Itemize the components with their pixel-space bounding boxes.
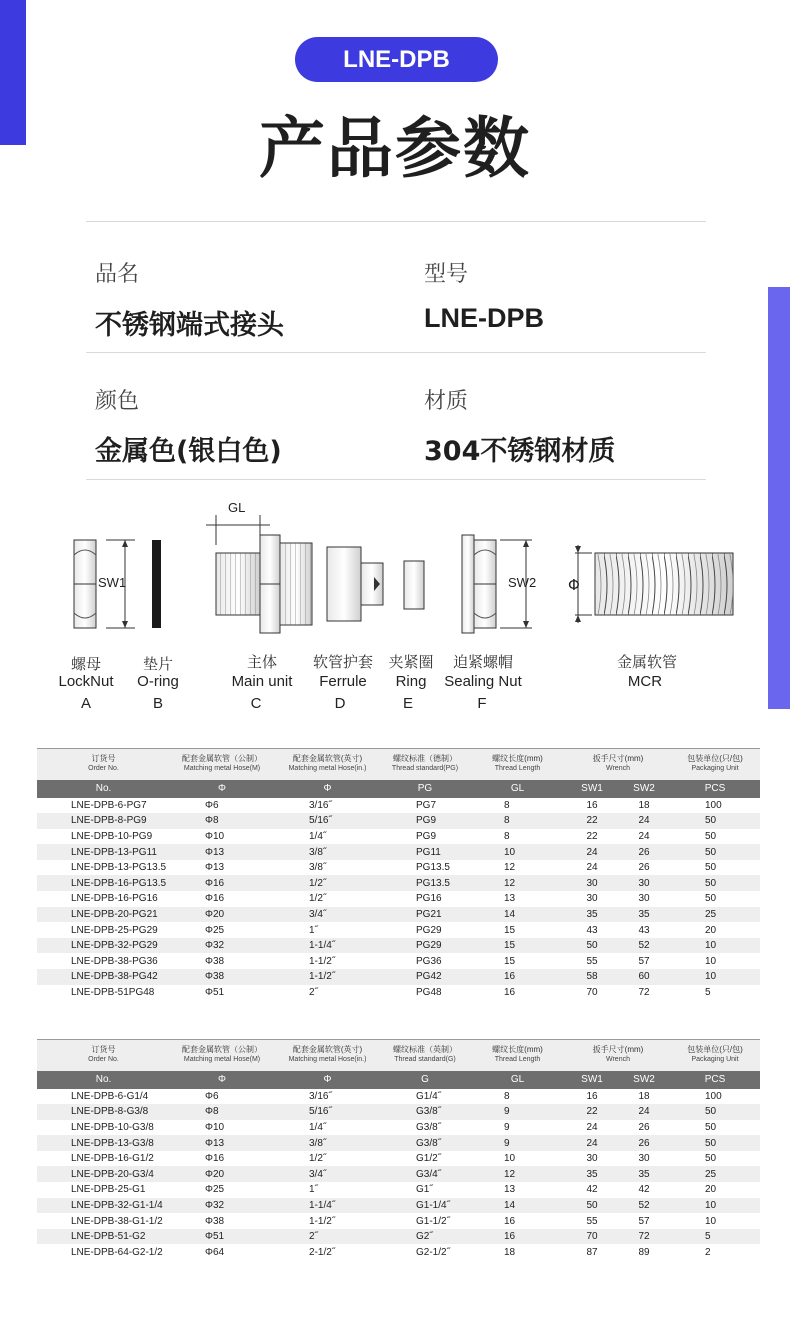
hose-metric-cell: Φ13	[170, 1135, 274, 1151]
sw1-cell: 16	[586, 1090, 598, 1102]
part-e-letter: E	[402, 695, 414, 712]
thread-cell: PG48	[416, 986, 442, 998]
thread-cell: PG36	[416, 955, 442, 967]
sw1-cell: 22	[586, 830, 598, 842]
thread-length-cell: 12	[469, 1166, 566, 1182]
table-row	[37, 953, 760, 969]
pcs-cell: 20	[705, 1184, 717, 1196]
hose-metric-cell: Φ38	[205, 1215, 225, 1227]
pcs-cell: 50	[705, 1121, 717, 1133]
hose-metric-cell: Φ38	[170, 969, 274, 985]
order-no-cell: LNE-DPB-8-G3/8	[37, 1104, 170, 1120]
header-wrench: 扳手尺寸(mm) Wrench	[566, 1040, 670, 1071]
hose-inch-cell: 5/16˝	[274, 813, 381, 829]
table-row	[37, 1089, 760, 1105]
hose-inch-cell: 2˝	[274, 1229, 381, 1245]
main-unit-drawing	[206, 515, 312, 633]
sw1-cell: 35	[566, 907, 618, 923]
pcs-cell: 100	[705, 1090, 722, 1102]
header-hose-metric: 配套金属软管（公制） Matching metal Hose(M)	[170, 749, 274, 780]
header-wrench: 扳手尺寸(mm) Wrench	[566, 749, 670, 780]
sw1-cell: 58	[566, 969, 618, 985]
thread-cell: PG16	[416, 893, 442, 905]
table-row	[37, 1244, 760, 1260]
thread-length-cell: 12	[504, 862, 516, 874]
order-no-cell: LNE-DPB-20-G3/4	[37, 1166, 170, 1182]
thread-cell: PG9	[416, 830, 437, 842]
hose-inch-cell: 5/16˝	[274, 1104, 381, 1120]
hose-metric-cell: Φ10	[205, 830, 225, 842]
part-mcr-cn: 金属软管	[616, 653, 678, 671]
order-no-cell: LNE-DPB-13-G3/8	[37, 1135, 170, 1151]
hose-inch-cell: 1/2˝	[309, 893, 327, 905]
order-no-cell: LNE-DPB-64-G2-1/2	[71, 1246, 163, 1258]
sw2-cell: 52	[618, 938, 670, 954]
thread-length-cell: 16	[504, 1215, 516, 1227]
sw1-dimension: SW1	[98, 575, 127, 590]
order-no-cell: LNE-DPB-32-G1-1/4	[37, 1198, 170, 1214]
order-no-cell: LNE-DPB-13-PG13.5	[71, 862, 167, 874]
thread-cell: G1/2˝	[416, 1153, 442, 1165]
thread-cell: G1˝	[416, 1184, 433, 1196]
subheader-pcs: PCS	[670, 780, 760, 798]
divider	[86, 221, 706, 222]
pcs-cell: 10	[705, 955, 717, 967]
pcs-cell: 10	[670, 969, 760, 985]
sw1-cell: 70	[566, 1229, 618, 1245]
subheader-sw1: SW1	[566, 1071, 618, 1089]
part-e-en: Ring	[395, 673, 427, 690]
header-packaging: 包装单位(只/包) Packaging Unit	[670, 1040, 760, 1071]
sw2-cell: 26	[618, 844, 670, 860]
table-row	[37, 985, 760, 1001]
part-c-cn: 主体	[246, 653, 278, 671]
table-row	[37, 1151, 760, 1167]
part-mcr-en: MCR	[627, 673, 663, 690]
sw1-cell: 30	[566, 875, 618, 891]
hose-inch-cell: 3/8˝	[274, 844, 381, 860]
pcs-cell: 20	[705, 924, 717, 936]
hose-metric-cell: Φ20	[170, 907, 274, 923]
sw2-dimension: SW2	[508, 575, 537, 590]
material-value: 304不锈钢材质	[424, 436, 616, 467]
hose-inch-cell: 2˝	[309, 986, 318, 998]
subheader-phi-inch: Φ	[274, 1071, 381, 1089]
hose-inch-cell: 1-1/2˝	[274, 969, 381, 985]
order-no-cell: LNE-DPB-16-PG16	[71, 893, 158, 905]
hose-inch-cell: 1-1/2˝	[309, 955, 336, 967]
sw2-cell: 26	[638, 1121, 650, 1133]
sw1-cell: 24	[566, 1135, 618, 1151]
hose-inch-cell: 3/4˝	[274, 1166, 381, 1182]
header-thread-standard: 螺纹标准（德制） Thread standard(PG)	[381, 749, 469, 780]
order-no-cell: LNE-DPB-51PG48	[71, 986, 155, 998]
sw1-cell: 16	[586, 799, 598, 811]
header-order-no: 订货号 Order No.	[37, 1040, 170, 1071]
pcs-cell: 50	[670, 844, 760, 860]
part-d-en: Ferrule	[319, 673, 367, 690]
hose-inch-cell: 3/16˝	[309, 799, 332, 811]
pcs-cell: 10	[670, 1198, 760, 1214]
subheader-sw1: SW1	[566, 780, 618, 798]
thread-cell: PG13.5	[381, 875, 469, 891]
hose-metric-cell: Φ16	[205, 1153, 225, 1165]
model-label: 型号	[424, 262, 469, 287]
hose-metric-cell: Φ64	[205, 1246, 225, 1258]
hose-metric-cell: Φ51	[205, 986, 225, 998]
table-row	[37, 829, 760, 845]
header-hose-inch: 配套金属软管(英寸) Matching metal Hose(in.)	[274, 749, 381, 780]
part-e-cn: 夹紧圈	[388, 653, 434, 671]
pcs-cell: 50	[670, 813, 760, 829]
sw1-cell: 24	[586, 1121, 598, 1133]
pcs-cell: 25	[670, 907, 760, 923]
table-row	[37, 844, 760, 860]
sw2-cell: 24	[618, 1104, 670, 1120]
pcs-cell: 50	[670, 1104, 760, 1120]
hose-metric-cell: Φ8	[170, 1104, 274, 1120]
thread-length-cell: 9	[504, 1121, 510, 1133]
hose-metric-cell: Φ25	[205, 924, 225, 936]
thread-cell: G2-1/2˝	[416, 1246, 450, 1258]
thread-cell: G1-1/2˝	[416, 1215, 450, 1227]
sw2-cell: 26	[638, 862, 650, 874]
thread-length-cell: 15	[504, 955, 516, 967]
thread-cell: PG21	[381, 907, 469, 923]
ferrule-drawing	[327, 547, 383, 621]
thread-length-cell: 14	[469, 907, 566, 923]
hose-metric-cell: Φ32	[170, 1198, 274, 1214]
metal-hose-drawing	[575, 545, 733, 623]
sw2-cell: 24	[638, 830, 650, 842]
pcs-cell: 50	[670, 875, 760, 891]
sw2-cell: 57	[638, 955, 650, 967]
table-row	[37, 1213, 760, 1229]
pg-spec-table	[37, 748, 760, 1000]
order-no-cell: LNE-DPB-38-PG36	[71, 955, 158, 967]
subheader-gl: GL	[469, 780, 566, 798]
header-hose-metric: 配套金属软管（公制） Matching metal Hose(M)	[170, 1040, 274, 1071]
thread-cell: G3/8˝	[416, 1121, 442, 1133]
sw1-cell: 22	[566, 813, 618, 829]
table-row	[37, 1229, 760, 1245]
hose-metric-cell: Φ20	[170, 1166, 274, 1182]
thread-cell: G2˝	[381, 1229, 469, 1245]
hose-metric-cell: Φ51	[170, 1229, 274, 1245]
order-no-cell: LNE-DPB-6-PG7	[71, 799, 147, 811]
table-row	[37, 1182, 760, 1198]
thread-length-cell: 12	[469, 875, 566, 891]
hose-inch-cell: 1-1/2˝	[309, 1215, 336, 1227]
part-a-en: LockNut	[58, 673, 114, 690]
sw2-cell: 24	[618, 813, 670, 829]
part-b-en: O-ring	[137, 673, 179, 690]
sw1-cell: 30	[586, 1153, 598, 1165]
thread-cell: G3/8˝	[381, 1104, 469, 1120]
thread-length-cell: 14	[469, 1198, 566, 1214]
pcs-cell: 50	[705, 830, 717, 842]
order-no-cell: LNE-DPB-20-PG21	[37, 907, 170, 923]
pcs-cell: 10	[705, 1215, 717, 1227]
pcs-cell: 25	[670, 1166, 760, 1182]
gl-dimension: GL	[228, 500, 246, 515]
hose-metric-cell: Φ38	[205, 955, 225, 967]
sw1-cell: 24	[566, 844, 618, 860]
divider	[86, 479, 706, 480]
sw1-cell: 35	[566, 1166, 618, 1182]
table-subheader-row	[37, 1071, 760, 1089]
table-row	[37, 938, 760, 954]
thread-cell: PG29	[381, 938, 469, 954]
table-row	[37, 875, 760, 891]
thread-length-cell: 9	[469, 1104, 566, 1120]
part-b-cn: 垫片	[142, 655, 174, 673]
hose-metric-cell: Φ8	[170, 813, 274, 829]
sw2-cell: 89	[638, 1246, 650, 1258]
thread-length-cell: 10	[469, 844, 566, 860]
table-row	[37, 969, 760, 985]
hose-inch-cell: 1-1/4˝	[274, 1198, 381, 1214]
table-row	[37, 813, 760, 829]
order-no-cell: LNE-DPB-38-PG42	[37, 969, 170, 985]
subheader-gl: GL	[469, 1071, 566, 1089]
subheader-sw2: SW2	[618, 1071, 670, 1089]
thread-length-cell: 15	[504, 924, 516, 936]
order-no-cell: LNE-DPB-8-PG9	[37, 813, 170, 829]
subheader-phi-inch: Φ	[274, 780, 381, 798]
sw1-cell: 42	[586, 1184, 598, 1196]
table-row	[37, 907, 760, 923]
hose-metric-cell: Φ16	[170, 875, 274, 891]
hose-inch-cell: 1-1/4˝	[274, 938, 381, 954]
sw1-cell: 87	[586, 1246, 598, 1258]
table-row	[37, 891, 760, 907]
color-value: 金属色(银白色)	[95, 436, 282, 467]
table-row	[37, 798, 760, 814]
table-subheader-row	[37, 780, 760, 798]
hose-inch-cell: 3/16˝	[309, 1090, 332, 1102]
subheader-thread: G	[381, 1071, 469, 1089]
subheader-no: No.	[37, 1071, 170, 1089]
part-f-en: Sealing Nut	[444, 673, 522, 690]
subheader-no: No.	[37, 780, 170, 798]
thread-cell: PG9	[381, 813, 469, 829]
thread-length-cell: 16	[469, 969, 566, 985]
sw2-cell: 72	[618, 1229, 670, 1245]
hose-metric-cell: Φ6	[205, 799, 219, 811]
hose-metric-cell: Φ25	[205, 1184, 225, 1196]
sw2-cell: 35	[618, 1166, 670, 1182]
parts-drawing	[40, 495, 760, 725]
part-a-cn: 螺母	[70, 655, 102, 673]
hose-inch-cell: 1˝	[309, 924, 318, 936]
thread-cell: G3/8˝	[381, 1135, 469, 1151]
hose-inch-cell: 1˝	[309, 1184, 318, 1196]
pcs-cell: 5	[670, 1229, 760, 1245]
product-name-value: 不锈钢端式接头	[95, 310, 284, 341]
thread-length-cell: 9	[469, 1135, 566, 1151]
phi-dimension: Φ	[568, 576, 580, 594]
thread-length-cell: 8	[469, 813, 566, 829]
page-title: 产品参数	[259, 110, 531, 187]
part-b-letter: B	[152, 695, 164, 712]
header-thread-length: 螺纹长度(mm) Thread Length	[469, 1040, 566, 1071]
subheader-phi-metric: Φ	[170, 1071, 274, 1089]
thread-cell: PG13.5	[416, 862, 450, 874]
sw2-cell: 30	[638, 893, 650, 905]
table-body	[37, 798, 760, 1001]
thread-length-cell: 16	[469, 1229, 566, 1245]
sw1-cell: 70	[586, 986, 598, 998]
table-body	[37, 1089, 760, 1261]
order-no-cell: LNE-DPB-32-PG29	[37, 938, 170, 954]
header-hose-inch: 配套金属软管(英寸) Matching metal Hose(in.)	[274, 1040, 381, 1071]
subheader-pcs: PCS	[670, 1071, 760, 1089]
divider	[86, 352, 706, 353]
hose-inch-cell: 3/8˝	[309, 862, 327, 874]
sw2-cell: 18	[638, 1090, 650, 1102]
model-badge: LNE-DPB	[295, 37, 498, 82]
table-row	[37, 922, 760, 938]
part-c-letter: C	[250, 695, 262, 712]
order-no-cell: LNE-DPB-10-PG9	[71, 830, 153, 842]
color-label: 颜色	[95, 389, 140, 414]
part-f-cn: 迫紧螺帽	[452, 653, 514, 671]
thread-cell: PG42	[381, 969, 469, 985]
thread-cell: PG29	[416, 924, 442, 936]
table-row	[37, 1104, 760, 1120]
order-no-cell: LNE-DPB-13-PG11	[37, 844, 170, 860]
table-row	[37, 1166, 760, 1182]
sw1-cell: 22	[566, 1104, 618, 1120]
order-no-cell: LNE-DPB-16-G1/2	[71, 1153, 154, 1165]
thread-cell: PG7	[416, 799, 437, 811]
sw1-cell: 50	[566, 938, 618, 954]
hose-inch-cell: 1/4˝	[309, 1121, 327, 1133]
hose-inch-cell: 1/2˝	[274, 875, 381, 891]
hose-inch-cell: 1/4˝	[309, 830, 327, 842]
header-packaging: 包装单位(只/包) Packaging Unit	[670, 749, 760, 780]
pcs-cell: 100	[705, 799, 722, 811]
table-row	[37, 860, 760, 876]
hose-metric-cell: Φ32	[170, 938, 274, 954]
product-name-label: 品名	[95, 262, 140, 287]
material-label: 材质	[424, 389, 469, 414]
pcs-cell: 10	[670, 938, 760, 954]
order-no-cell: LNE-DPB-38-G1-1/2	[71, 1215, 163, 1227]
pcs-cell: 50	[705, 862, 717, 874]
thread-length-cell: 8	[504, 830, 510, 842]
sw2-cell: 30	[618, 875, 670, 891]
thread-length-cell: 16	[504, 986, 516, 998]
sw1-cell: 55	[586, 1215, 598, 1227]
part-a-letter: A	[80, 695, 92, 712]
thread-cell: PG11	[381, 844, 469, 860]
hose-inch-cell: 1/2˝	[309, 1153, 327, 1165]
hose-metric-cell: Φ16	[205, 893, 225, 905]
subheader-thread: PG	[381, 780, 469, 798]
parts-diagram	[40, 495, 760, 725]
hose-inch-cell: 2-1/2˝	[309, 1246, 336, 1258]
sw2-cell: 43	[638, 924, 650, 936]
sw2-cell: 72	[638, 986, 650, 998]
thread-length-cell: 13	[504, 1184, 516, 1196]
thread-length-cell: 15	[469, 938, 566, 954]
table-header-row	[37, 749, 760, 780]
o-ring-drawing	[152, 540, 161, 628]
thread-length-cell: 13	[504, 893, 516, 905]
order-no-cell: LNE-DPB-51-G2	[37, 1229, 170, 1245]
model-value: LNE-DPB	[424, 303, 544, 333]
table-row	[37, 1198, 760, 1214]
order-no-cell: LNE-DPB-6-G1/4	[71, 1090, 149, 1102]
hose-metric-cell: Φ6	[205, 1090, 219, 1102]
sw1-cell: 30	[586, 893, 598, 905]
sw2-cell: 18	[638, 799, 650, 811]
sw2-cell: 60	[618, 969, 670, 985]
table-row	[37, 1135, 760, 1151]
subheader-phi-metric: Φ	[170, 780, 274, 798]
hose-metric-cell: Φ13	[205, 862, 225, 874]
pcs-cell: 50	[705, 893, 717, 905]
thread-length-cell: 8	[504, 1090, 510, 1102]
part-d-letter: D	[334, 695, 346, 712]
sw2-cell: 57	[638, 1215, 650, 1227]
pcs-cell: 50	[670, 1135, 760, 1151]
pcs-cell: 5	[705, 986, 711, 998]
sw1-cell: 55	[586, 955, 598, 967]
sw2-cell: 52	[618, 1198, 670, 1214]
thread-length-cell: 10	[504, 1153, 516, 1165]
header-order-no: 订货号 Order No.	[37, 749, 170, 780]
sw1-cell: 43	[586, 924, 598, 936]
thread-cell: G3/4˝	[381, 1166, 469, 1182]
sw2-cell: 35	[618, 907, 670, 923]
right-accent-bar	[768, 287, 790, 709]
g-spec-table	[37, 1039, 760, 1260]
part-f-letter: F	[477, 695, 487, 712]
order-no-cell: LNE-DPB-25-G1	[71, 1184, 146, 1196]
hose-metric-cell: Φ13	[170, 844, 274, 860]
order-no-cell: LNE-DPB-25-PG29	[71, 924, 158, 936]
hose-inch-cell: 3/8˝	[274, 1135, 381, 1151]
sw2-cell: 30	[638, 1153, 650, 1165]
sw1-cell: 24	[586, 862, 598, 874]
thread-cell: G1/4˝	[416, 1090, 442, 1102]
sw1-cell: 50	[566, 1198, 618, 1214]
ring-drawing	[404, 561, 424, 609]
hose-inch-cell: 3/4˝	[274, 907, 381, 923]
part-d-cn: 软管护套	[312, 653, 374, 671]
part-c-en: Main unit	[231, 673, 293, 690]
thread-length-cell: 18	[504, 1246, 516, 1258]
pcs-cell: 2	[705, 1246, 711, 1258]
sw2-cell: 42	[638, 1184, 650, 1196]
sw2-cell: 26	[618, 1135, 670, 1151]
order-no-cell: LNE-DPB-16-PG13.5	[37, 875, 170, 891]
table-header-row	[37, 1040, 760, 1071]
thread-cell: G1-1/4˝	[381, 1198, 469, 1214]
thread-length-cell: 8	[504, 799, 510, 811]
hose-metric-cell: Φ10	[205, 1121, 225, 1133]
order-no-cell: LNE-DPB-10-G3/8	[71, 1121, 154, 1133]
pcs-cell: 50	[705, 1153, 717, 1165]
table-row	[37, 1120, 760, 1136]
subheader-sw2: SW2	[618, 780, 670, 798]
header-thread-length: 螺纹长度(mm) Thread Length	[469, 749, 566, 780]
header-thread-standard: 螺纹标准（英制） Thread standard(G)	[381, 1040, 469, 1071]
